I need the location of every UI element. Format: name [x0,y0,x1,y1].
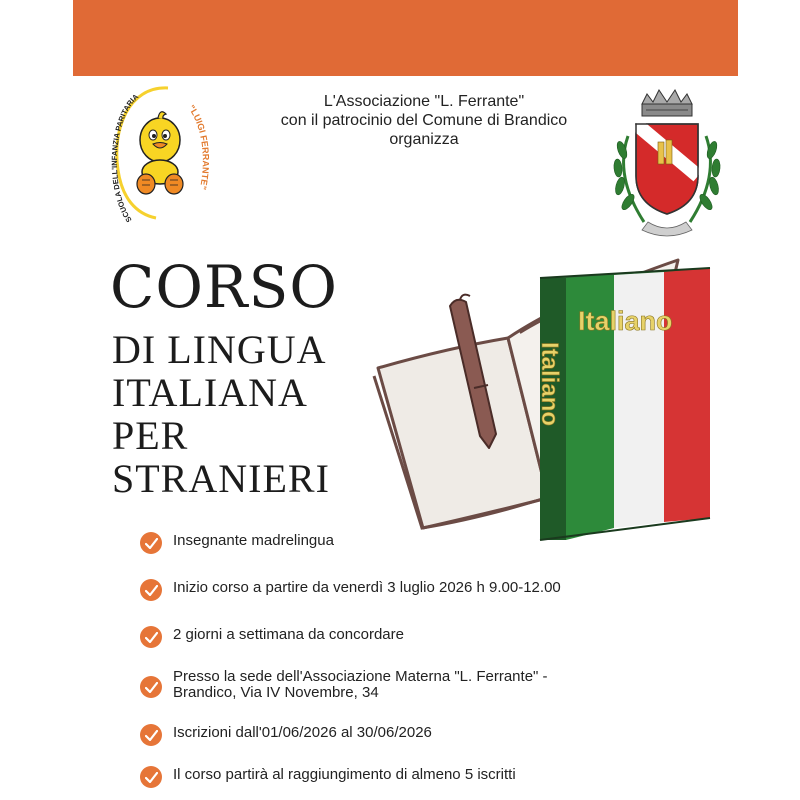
list-item [140,720,432,746]
check-circle-icon [140,579,162,601]
school-logo [108,80,218,230]
list-item-line: Presso la sede dell'Associazione Materna "L. Ferrante" - [173,668,548,685]
subtitle-line-3: PER [112,413,189,458]
list-item [140,622,404,648]
crest-icon [608,86,726,242]
check-circle-icon [140,532,162,554]
list-item-line: Inizio corso a partire da venerdì 3 luglio 2026 h 9.00-12.00 [173,579,561,596]
list-item [140,575,561,601]
list-item-text [173,533,334,549]
list-item [140,528,334,554]
logo-name-text: "LUIGI FERRANTE" [186,103,211,191]
book-spine-label: Italiano [536,342,563,427]
book-illustration [370,258,720,543]
intro-line-2: con il patrocinio del Comune di Brandico [280,112,568,129]
header-bar [73,0,738,76]
subtitle-line-4: STRANIERI [112,456,330,501]
list-item-line: Brandico, Via IV Novembre, 34 [173,684,379,701]
svg-text:"LUIGI FERRANTE" [186,103,211,191]
crown-icon [642,90,692,116]
list-item-line: 2 giorni a settimana da concordare [173,626,404,643]
chick-mascot [137,112,183,194]
check-circle-icon [140,724,162,746]
book-cover-label: Italiano [578,306,673,336]
subtitle-line-1: DI LINGUA [112,327,327,372]
list-item-text [173,580,561,596]
intro-line-3: organizza [389,131,459,148]
list-item-text [173,669,548,701]
list-item-line: Iscrizioni dall'01/06/2026 al 30/06/2026 [173,724,432,741]
course-subtitle [112,328,330,500]
intro-line-1: L'Associazione "L. Ferrante" [323,93,525,110]
check-circle-icon [140,676,162,698]
list-item-text [173,767,516,783]
list-item [140,762,516,788]
check-circle-icon [140,626,162,648]
italian-book-icon [536,268,710,540]
list-item-text [173,627,404,643]
list-item-line: Il corso partirà al raggiungimento di almeno 5 iscritti [173,766,516,783]
svg-text:SCUOLA DELL'INFANZIA PARITARIA [110,92,141,224]
list-item-text [173,725,432,741]
course-title: CORSO [110,253,338,321]
list-item [140,668,548,701]
check-circle-icon [140,766,162,788]
logo-arc-text: SCUOLA DELL'INFANZIA PARITARIA [109,92,141,224]
list-item-line: Insegnante madrelingua [173,532,334,549]
intro-text [240,92,608,149]
subtitle-line-2: ITALIANA [112,370,308,415]
